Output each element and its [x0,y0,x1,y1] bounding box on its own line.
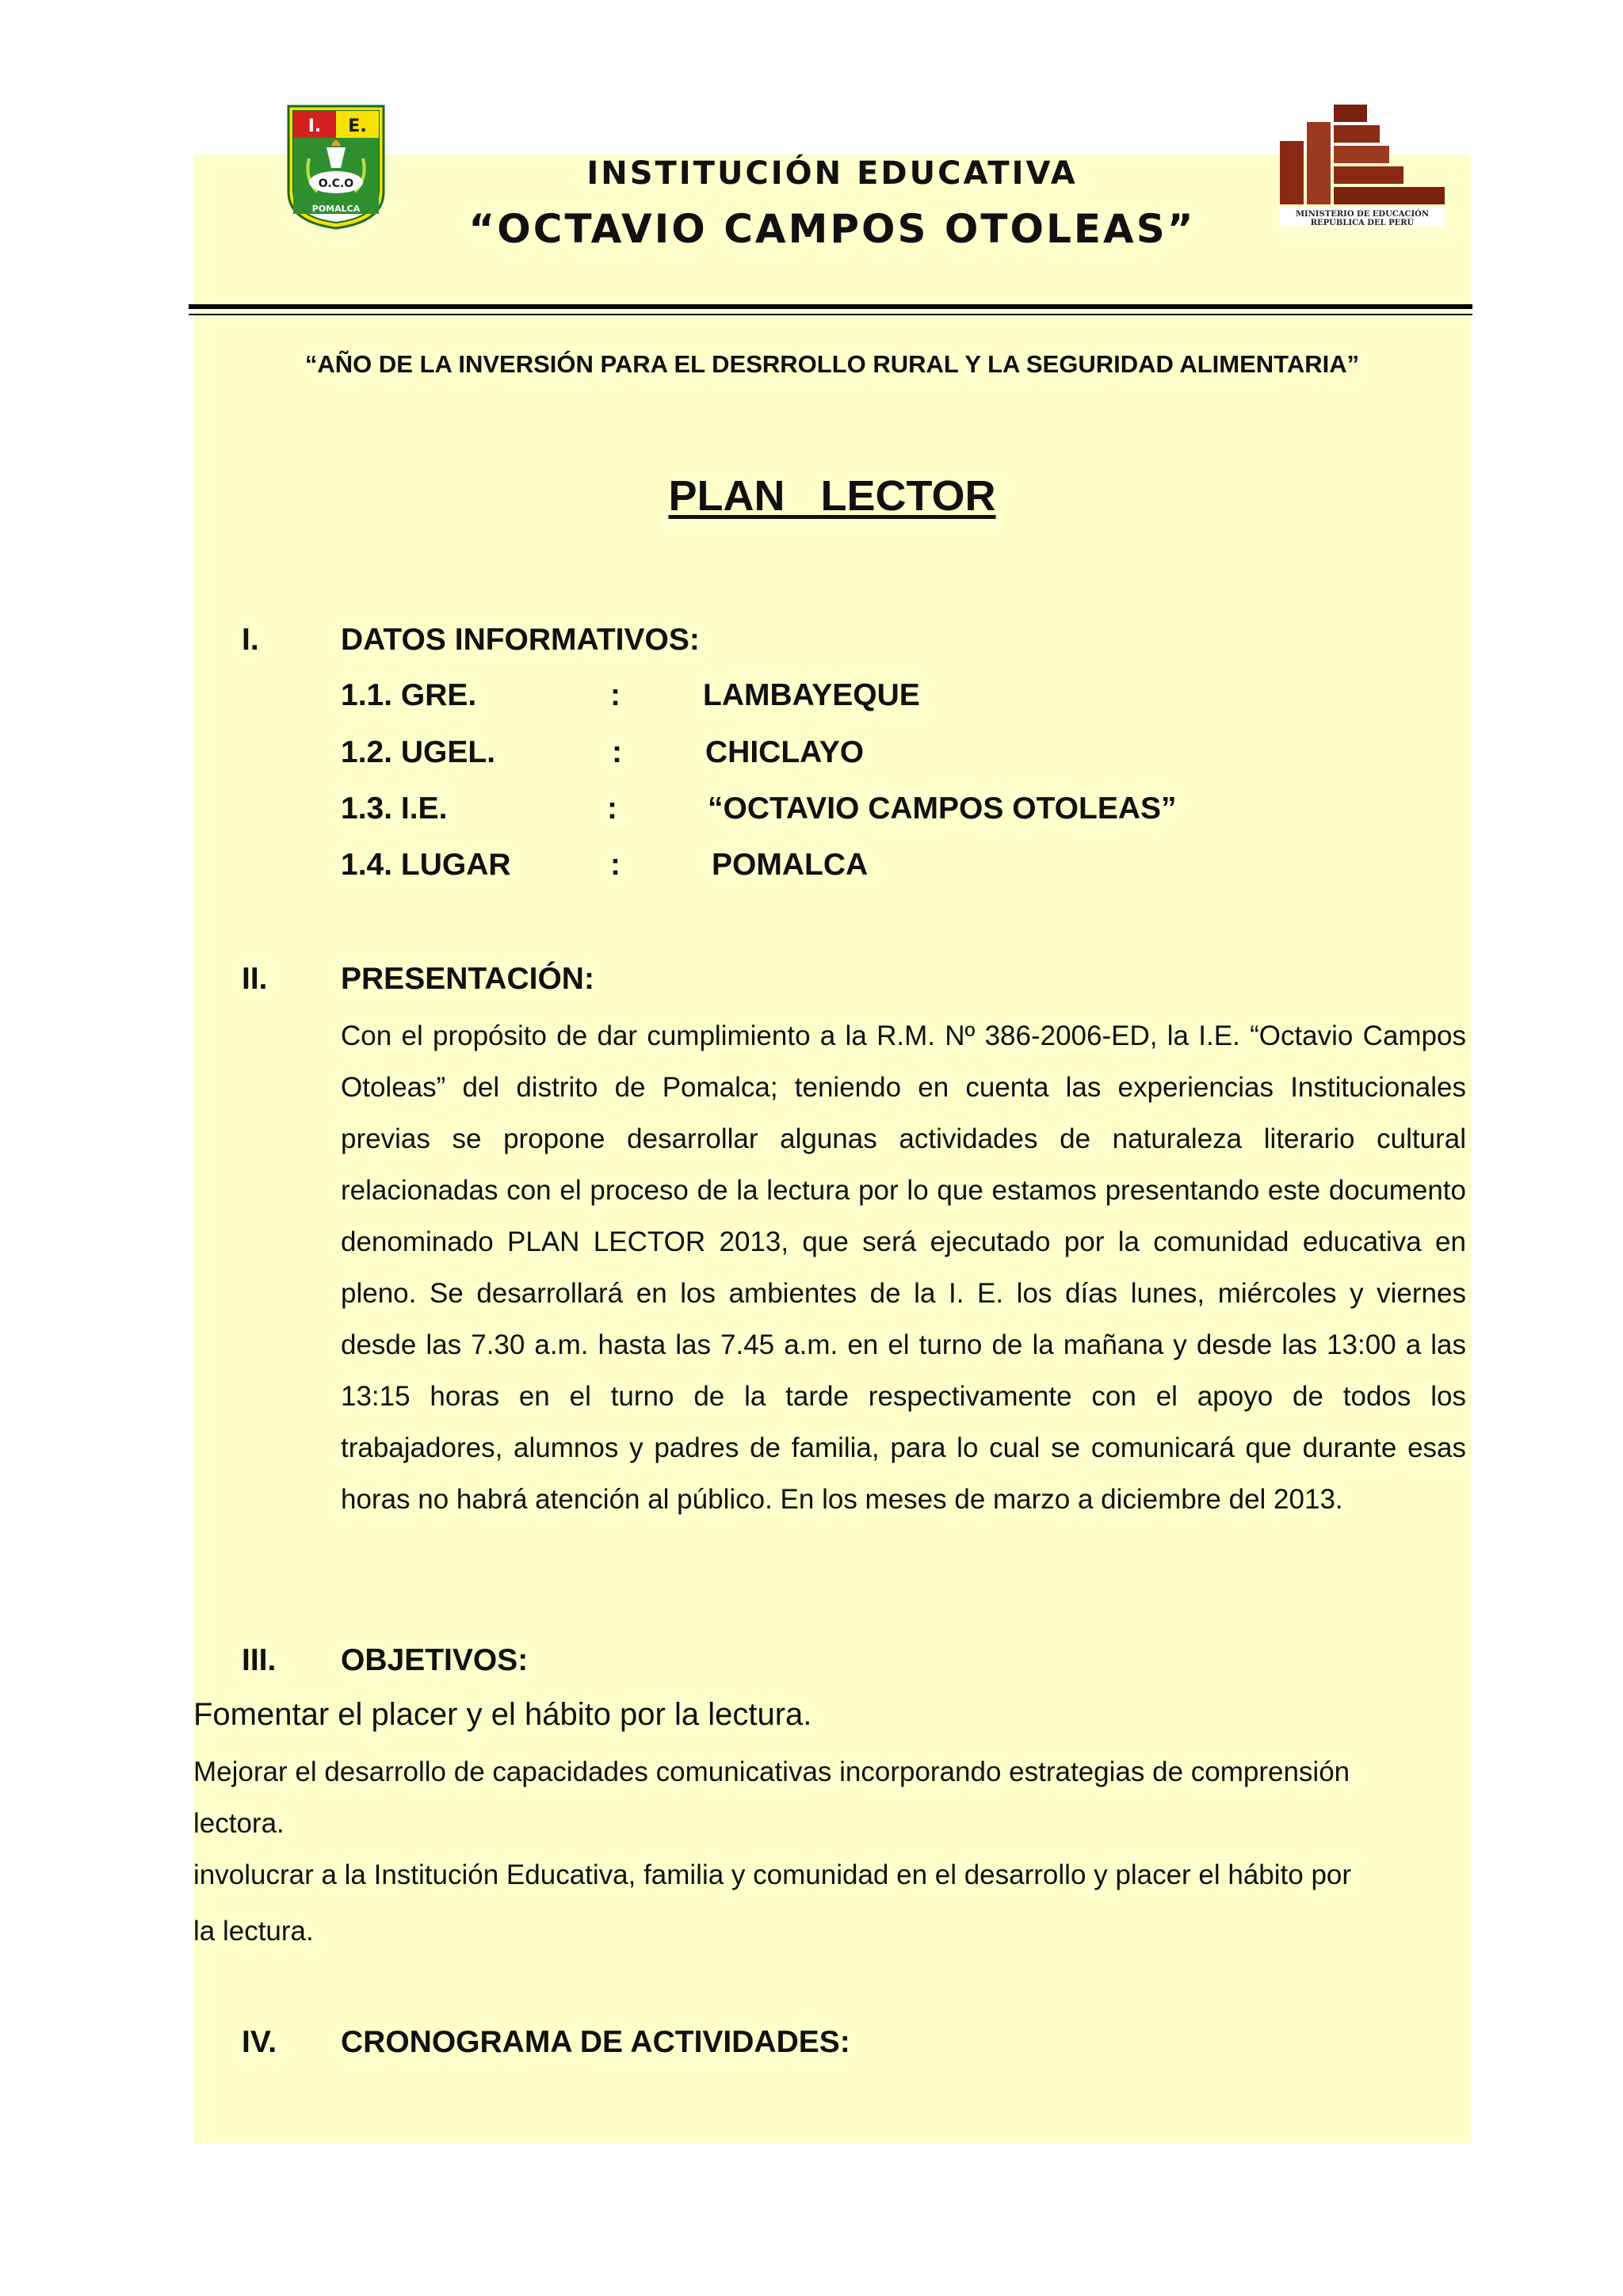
svg-text:I.: I. [307,116,322,136]
field-lugar-separator: : [610,848,621,882]
header-divider-thick [189,304,1472,309]
field-ugel-separator: : [612,735,622,769]
section-4-title: CRONOGRAMA DE ACTIVIDADES: [341,2025,850,2059]
field-gre-label: 1.1. GRE. [341,678,477,712]
field-gre-separator: : [610,678,621,712]
field-gre-value: LAMBAYEQUE [703,678,920,712]
objective-1: Fomentar el placer y el hábito por la lectura. [193,1697,812,1732]
objective-3-line-1: involucrar a la Institución Educativa, familia y comunidad en el desarrollo y placer el hábito por [193,1859,1352,1890]
section-2-number: II. [242,962,268,996]
header-divider-thin [189,314,1472,315]
document-title: PLAN LECTOR [668,472,996,520]
section-3-title: OBJETIVOS: [341,1643,529,1677]
svg-text:MINISTERIO DE EDUCACIÓN: MINISTERIO DE EDUCACIÓN [1295,210,1430,219]
field-lugar-label: 1.4. LUGAR [341,848,511,882]
year-motto: “AÑO DE LA INVERSIÓN PARA EL DESRROLLO RURAL Y LA SEGURIDAD ALIMENTARIA” [304,350,1360,378]
field-ugel-label: 1.2. UGEL. [341,735,496,769]
field-ie-separator: : [607,791,617,826]
section-4-number: IV. [242,2025,277,2059]
svg-text:REPUBLICA DEL PERÚ: REPUBLICA DEL PERÚ [1310,219,1415,227]
field-ie-label: 1.3. I.E. [341,791,448,826]
institution-label: INSTITUCIÓN EDUCATIVA [586,155,1078,192]
svg-text:O.C.O: O.C.O [318,177,354,190]
field-ugel-value: CHICLAYO [705,735,865,769]
objective-2-line-1: Mejorar el desarrollo de capacidades comunicativas incorporando estrategias de comprensión [193,1756,1350,1787]
section-1-number: I. [242,623,259,657]
presentation-paragraph: Con el propósito de dar cumplimiento a la R.M. Nº 386-2006-ED, la I.E. “Octavio Campos Otoleas” del distrito de Pomalca; teniendo en cuenta las experiencias Institucionales previas se propone desarrollar algunas actividades de naturaleza literario cultural relacionadas con el proceso de la lectura por lo que estamos presentando este documento denominado PLAN LECTOR 2013, que será ejecutado por la comunidad educativa en pleno. Se desarrollará en los ambientes de la I. E. los días lunes, miércoles y viernes desde las 7.30 a.m. hasta las 7.45 a.m. en el turno de la mañana y desde las 13:00 a las 13:15 horas en el turno de la tarde respectivamente con el apoyo de todos los trabajadores, alumnos y padres de familia, para lo cual se comunicará que durante esas horas no habrá atención al público. En los meses de marzo a diciembre del 2013. [341,1020,1466,1515]
svg-text:POMALCA: POMALCA [311,204,361,214]
section-1-title: DATOS INFORMATIVOS: [341,623,700,657]
svg-text:E.: E. [348,116,367,136]
field-lugar-value: POMALCA [712,848,869,882]
school-name-heading: “OCTAVIO CAMPOS OTOLEAS” [468,206,1196,252]
section-2-title: PRESENTACIÓN: [341,962,594,996]
objective-3-line-2: la lectura. [193,1916,314,1947]
section-3-number: III. [242,1643,277,1677]
field-ie-value: “OCTAVIO CAMPOS OTOLEAS” [708,791,1177,826]
objective-2-line-2: lectora. [193,1808,285,1839]
